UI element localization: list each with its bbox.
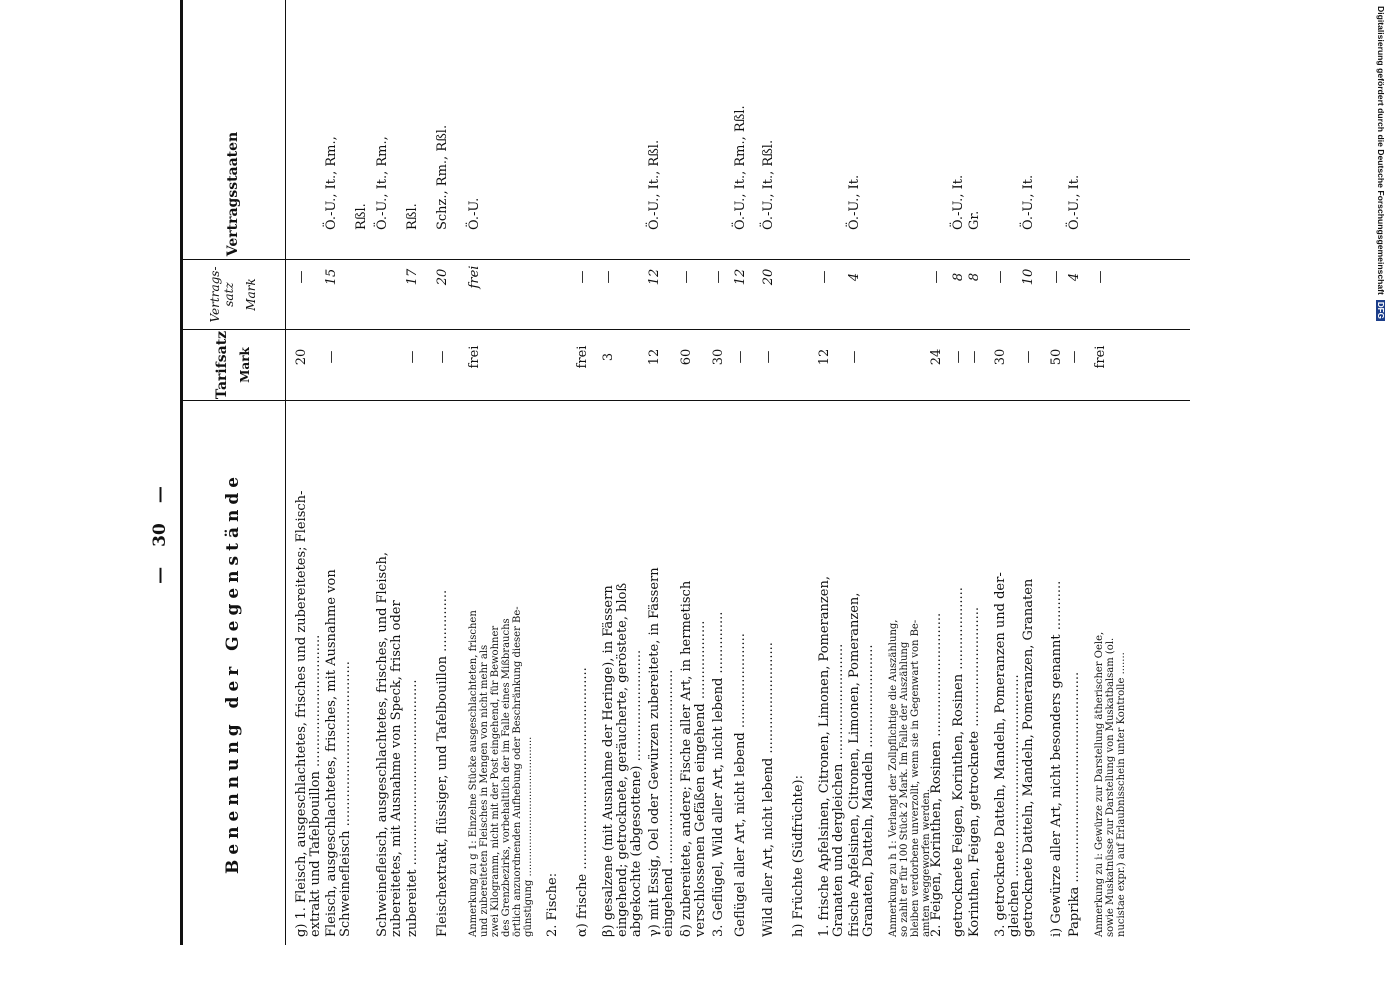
description-line: eingehend; getrocknete, geräucherte, geröstete, bloß [615,582,630,937]
table-row [601,0,644,937]
page-number-value: 30 [150,523,170,547]
item-description [968,402,982,937]
description-line: Paprika ................................................... [1067,671,1082,937]
vertrag-value: 8 [951,272,966,282]
header-vertragsstaaten: Vertragsstaaten [225,131,241,257]
table-row [1093,0,1127,937]
tarif-value: frei [467,345,482,369]
table-row [888,0,932,937]
tarif-value: 30 [993,348,1008,366]
staaten-value: Ö.-U., It. [1067,174,1082,230]
item-description [406,402,420,937]
vertrag-value: 12 [733,268,748,286]
staaten-value: Ö.-U., It., Rßl. [761,139,776,230]
vertrag-value: 20 [761,268,776,286]
description-line: abgekochte (abgesottene) ........................... [629,649,644,937]
description-line: δ) zubereitete, andere; Fische aller Art, in hermetisch [679,580,694,937]
staaten-value: Ö.-U. [467,197,482,230]
staaten-value: Rßl. [405,203,420,230]
item-description [680,402,708,937]
description-line: 1. frische Apfelsinen, Citronen, Limonen, Pomeranzen, [817,576,832,937]
staaten-value: Ö.-U., It., Rm., [375,136,390,230]
table-row [376,0,406,937]
page-number: —30— [150,486,170,584]
description-line: Granaten und dergleichen ............................ [831,643,846,937]
tarif-value: 3 [601,352,616,362]
table-row [325,0,355,937]
description-line: Fleischextrakt, flüssiger, und Tafelbouillon ............... [435,589,450,937]
vertrag-value: 12 [647,268,662,286]
vertrag-value: — [993,270,1008,284]
rotated-page [150,105,1270,945]
item-description [930,402,944,937]
tarif-value: — [967,350,982,364]
description-line: bleiben verdorbene unverzollt, wenn sie in Gegenwart von Be- [910,619,921,937]
description-line: zubereitet ............................................. [405,679,420,937]
staaten-value: Gr. [967,210,982,230]
item-description [734,402,748,937]
description-line: eingehend ............................................... [661,669,676,937]
tarif-value: — [405,350,420,364]
vertrag-value: — [929,270,944,284]
staaten-value: Ö.-U., It., Rm., [324,136,339,230]
header-tarifsatz: Tarifsatz Mark [214,330,252,400]
description-line: Schweinefleisch ........................................ [338,661,353,937]
description-line: 2. Fische: [545,872,560,937]
description-line: g) 1. Fleisch, ausgeschlachtetes, frisches und zubereitetes; Fleisch- [294,490,309,937]
tarif-value: — [847,350,862,364]
item-description [546,402,560,937]
description-line: extrakt und Tafelbouillon ................................ [308,634,323,937]
vertrag-value: 4 [847,272,862,282]
item-description [468,402,534,937]
description-line: zubereitetes, mit Ausnahme von Speck, frisch oder [389,600,404,937]
header-vertragssatz: Vertrags-satz Mark [208,266,258,323]
vertrag-value: 4 [1067,272,1082,282]
vertrag-value: — [679,270,694,284]
description-line: 3. getrocknete Datteln, Mandeln, Pomeranzen und der- [993,572,1008,937]
header-benennung: Benennung der Gegenstände [223,471,243,875]
vertrag-value: — [294,270,309,284]
tarif-value: 20 [294,348,309,366]
description-line: frische Apfelsinen, Citronen, Limonen, Pomeranzen, [847,592,862,937]
description-line: β) gesalzene (mit Ausnahme der Heringe), in Fässern [601,585,616,937]
description-line: 2. Feigen, Korinthen, Rosinen .............................. [929,612,944,937]
item-description [1068,402,1082,937]
vertrag-value: — [1093,270,1108,284]
item-description [888,402,932,937]
item-description [376,402,404,937]
description-line: Anmerkung zu h 1: Verlangt der Zollpflichtige die Auszählung, [888,619,899,937]
item-description [295,402,323,937]
description-line: örtlich anzuordnenden Aufhebung oder Beschränkung dieser Be- [512,606,523,937]
description-line: Wild aller Art, nicht lebend ........................... [761,642,776,937]
vertrag-value: — [601,270,616,284]
staaten-value: Ö.-U., It., Rm., Rßl. [733,105,748,230]
vertrag-value: 20 [435,268,450,286]
tarif-value: — [1067,350,1082,364]
tarif-value: — [435,350,450,364]
item-description [648,402,676,937]
description-line: Korinthen, Feigen, getrocknete ............................. [967,606,982,937]
table-row [818,0,848,937]
description-line: günstigung ............................................ [523,736,534,937]
item-description [762,402,776,937]
table-row [467,0,534,937]
funding-note: Digitalisierung gefördert durch die Deutsche Forschungsgemeinschaft [1376,6,1386,295]
description-line: Schweinefleisch, ausgeschlachtetes, frisches, und Fleisch, [375,551,390,937]
description-line: Geflügel aller Art, nicht lebend ....................... [733,633,748,937]
staaten-value: Ö.-U., It., Rßl. [647,139,662,230]
tarif-value: — [1021,350,1036,364]
tarif-value: — [324,350,339,364]
item-description [576,402,590,937]
description-line: γ) mit Essig, Oel oder Gewürzen zubereitete, in Fässern [647,567,662,937]
description-line: nucistae expr.) auf Erlaubnisschein unter Kontrolle ....... [1116,652,1127,937]
tarif-value: 30 [711,348,726,366]
vertrag-value: — [711,270,726,284]
staaten-value: Ö.-U., It. [847,174,862,230]
item-description [1050,402,1064,937]
item-description [712,402,726,937]
item-description [952,402,966,937]
description-line: Anmerkung zu g 1: Einzelne Stücke ausgeschlachteten, frischen [468,610,479,937]
table-row [762,0,792,937]
item-description [792,402,806,937]
vertrag-value: frei [467,265,482,289]
table-row [680,0,710,937]
description-line: Fleisch, ausgeschlachtetes, frisches, mit Ausnahme von [324,569,339,937]
tarif-value: frei [575,345,590,369]
vertrag-value: 17 [405,268,420,286]
table-row [994,0,1024,937]
table-row [1022,0,1052,937]
tarif-value: frei [1093,345,1108,369]
description-line: getrocknete Feigen, Korinthen, Rosinen .................... [951,587,966,937]
description-line: α) frische ................................................. [575,667,590,937]
table-row [648,0,678,937]
item-description [602,402,644,937]
description-line: i) Gewürze aller Art, nicht besonders genannt ............ [1049,580,1064,937]
table-row [436,0,466,937]
tarif-value: — [733,350,748,364]
table-row [848,0,878,937]
description-line: des Grenzbezirks, vorbehaltlich der im Falle eines Mißbrauchs [501,618,512,937]
description-line: amten weggeworfen werden. [921,789,932,937]
tarif-value: 12 [817,348,832,366]
item-description [436,402,450,937]
description-line: h) Früchte (Südfrüchte): [791,775,806,937]
table-row [295,0,325,937]
description-line: getrocknete Datteln, Mandeln, Pomeranzen, Granaten [1021,578,1036,937]
tarif-value: 60 [679,348,694,366]
item-description [1022,402,1036,937]
description-line: 3. Geflügel, Wild aller Art, nicht lebend ............... [711,611,726,937]
description-line: verschlossenen Gefäßen eingehend ................... [693,620,708,937]
staaten-value: Ö.-U., It. [951,174,966,230]
table-row [406,0,436,937]
vertrag-value: — [817,270,832,284]
tarif-value: — [761,350,776,364]
staaten-value: Schz., Rm., Rßl. [435,124,450,230]
table-row [734,0,764,937]
description-line: Anmerkung zu i: Gewürze zur Darstellung ätherischer Oele, [1094,631,1105,937]
tarif-value: 12 [647,348,662,366]
table-row [546,0,576,937]
tarif-value: 50 [1049,348,1064,366]
description-line: zwei Kilogramm, nicht mit der Post eingehend, für Bewohner [490,625,501,937]
vertrag-value: 8 [967,272,982,282]
item-description [848,402,876,937]
vertrag-value: — [575,270,590,284]
staaten-value: Ö.-U., It. [1021,174,1036,230]
tarif-value: — [951,350,966,364]
vertrag-value: 10 [1021,268,1036,286]
item-description [325,402,353,937]
description-line: Granaten, Datteln, Mandeln ......................... [861,644,876,937]
description-line: so zahlt er für 100 Stück 2 Mark. Im Falle der Auszählung [899,641,910,937]
description-line: sowie Muskatnüsse zur Darstellung von Muskatbalsam (ol. [1105,637,1116,937]
vertrag-value: 15 [324,268,339,286]
description-line: gleichen ................................................. [1007,674,1022,937]
description-line: und zubereiteten Fleisches in Mengen von nicht mehr als [479,644,490,937]
staaten-value: Rßl. [354,203,369,230]
item-description [994,402,1022,937]
vertrag-value: — [1049,270,1064,284]
item-description [1094,402,1127,937]
tarif-value: 24 [929,348,944,366]
dfg-logo: DFG [1376,301,1385,319]
item-description [818,402,846,937]
